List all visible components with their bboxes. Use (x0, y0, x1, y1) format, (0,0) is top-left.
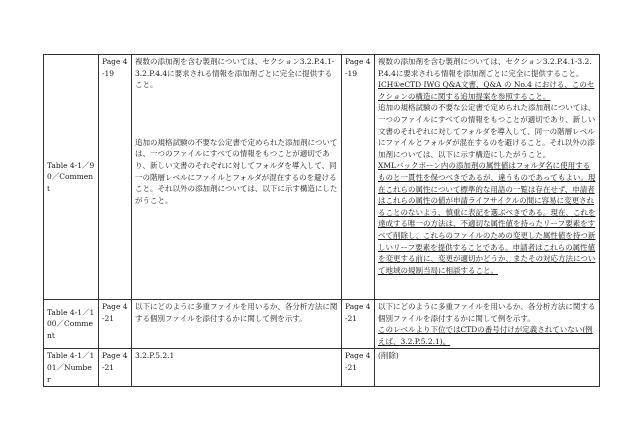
paragraph: 追加の規格試験の不要な公定書で定められた添加剤については、一つのファイルにすべての情報をもつことが適切であり、新しい文書のそれぞれに対してフォルダを導入して、同一の階層レベルにファイルとフォルダが混在するのを避けること。それ以外の添加剤については、以下に示す構造にしたがうこと。 (378, 103, 596, 159)
page-ref-current: Page 4-21 (99, 349, 132, 387)
revised-text (375, 55, 600, 300)
page-ref-current: Page 4-21 (99, 300, 132, 349)
current-text (132, 349, 342, 387)
paragraph: (削除) (378, 351, 399, 361)
page-ref-current: Page 4-19 (99, 55, 132, 300)
section-label: Table 4-1／100／Comment (44, 300, 99, 349)
revised-text (375, 300, 600, 349)
spacer (135, 91, 338, 137)
table-row (44, 349, 600, 387)
page-ref-revised: Page 4-21 (342, 300, 375, 349)
table-row (44, 55, 600, 300)
page-ref-revised: Page 4-19 (342, 55, 375, 300)
revision-table (43, 54, 600, 387)
page-ref-revised: Page 4-21 (342, 349, 375, 387)
current-text (132, 55, 342, 300)
paragraph: 追加の規格試験の不要な公定書で定められた添加剤については、一つのファイルにすべての情報をもつことが適切であり、新しい文書のそれぞれに対してフォルダを導入して、同一の階層レベルにファイルとフォルダが混在するのを避けること。それ以外の添加剤については、以下に示す構造にしたがうこと。 (135, 137, 338, 205)
section-label: Table 4-1／101／Number (44, 349, 99, 387)
added-text: ICH①eCTD IWG Q&A文書、Q&A の No.4 における、このセクションの構造に関する追加提案を参照すること。 (378, 80, 595, 101)
added-text: このレベルより下位ではCTDの番号付けが定義されていない(例えば、3.2.P.5.2.1)。 (378, 325, 593, 346)
current-text (132, 300, 342, 349)
paragraph: 複数の添加剤を含む製剤については、セクション3.2.P.4.1-3.2.P.4.4に要求される情報を添加剤ごとに完全に提供すること。 (378, 57, 592, 78)
paragraph: 3.2.P.5.2.1 (135, 351, 175, 361)
paragraph: 複数の添加剤を含む製剤については、セクション3.2.P.4.1-3.2.P.4.4に要求される情報を添加剤ごとに完全に提供すること。 (135, 57, 335, 90)
table-row (44, 300, 600, 349)
paragraph: 以下にどのように多重ファイルを用いるか、各分析方法に関する個別ファイルを添付するかに関して例を示す。 (135, 302, 338, 323)
section-label: Table 4-1／90／Comment (44, 55, 99, 300)
paragraph: 以下にどのように多重ファイルを用いるか、各分析方法に関する個別ファイルを添付するかに関して例を示す。 (378, 302, 596, 323)
added-text: XMLバックボーン内の添加剤の属性値はフォルダ名に使用するものと一貫性を保つべきであるが、違うものであってもよい。現在これらの属性について標準的な用語の一覧は存在せず、申請者はこれらの属性の値が申請ライフサイクルの間に容易に変更されることのないよう、慎重に表記を選ぶべきである。現在、これを達成する唯一の方法は、不適切な属性値を持ったリーフ要素をすべて削除し、これらのファイルのための変更した属性値を持つ新しいリーフ要素を提供することである。申請者はこれらの属性値を変更する前に、変更が適切かどうか、またその対応方法について地域の規制当局に相談すること。 (378, 161, 596, 275)
revised-text (375, 349, 600, 387)
